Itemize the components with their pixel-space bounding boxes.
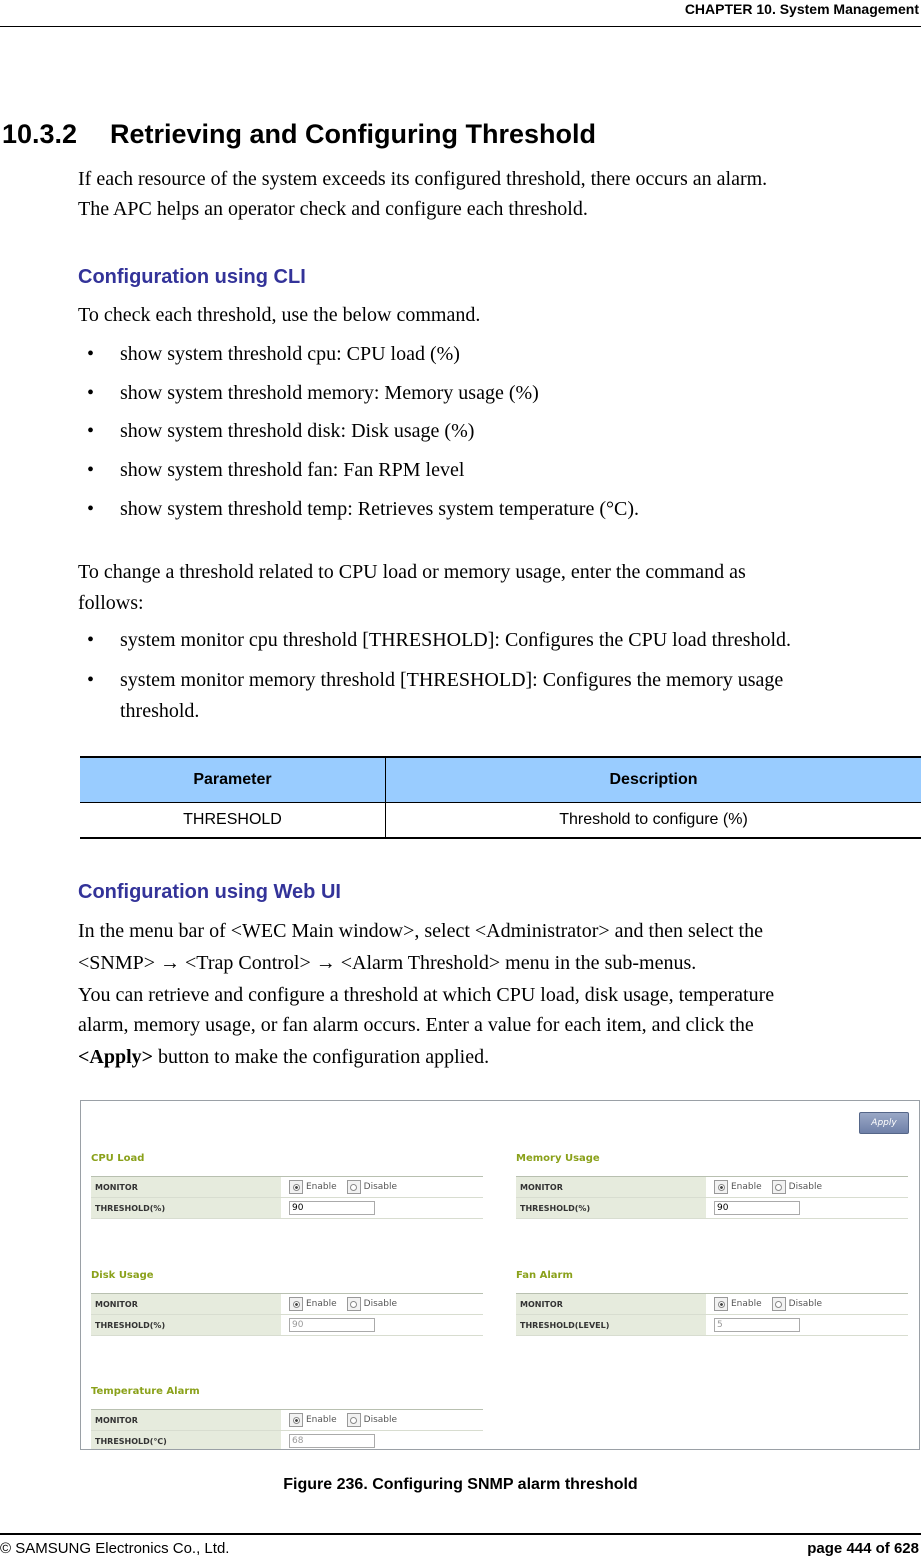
figure-caption: Figure 236. Configuring SNMP alarm threshold: [283, 1476, 638, 1493]
monitor-row: [516, 1294, 908, 1315]
group-title-cpu: CPU Load: [91, 1153, 145, 1164]
check-item-memory: show system threshold memory: Memory usage (%): [120, 382, 539, 404]
alarm-threshold-screenshot: [80, 1100, 920, 1450]
header-description: Description: [609, 771, 698, 788]
change-item-memory-cont: threshold.: [120, 700, 200, 722]
bullet: •: [87, 498, 95, 520]
threshold-label: THRESHOLD(%): [91, 1198, 281, 1218]
enable-label: Enable: [731, 1182, 762, 1192]
webui-heading: Configuration using Web UI: [78, 881, 341, 903]
group-title-disk: Disk Usage: [91, 1270, 154, 1281]
monitor-row: [91, 1410, 483, 1431]
bullet: •: [87, 629, 95, 651]
threshold-input-memory[interactable]: 90: [714, 1201, 800, 1215]
apply-ref: <Apply>: [78, 1046, 154, 1068]
check-item-fan: show system threshold fan: Fan RPM level: [120, 459, 465, 481]
enable-radio[interactable]: [714, 1180, 728, 1194]
bullet: •: [87, 382, 95, 404]
monitor-label: MONITOR: [516, 1177, 706, 1197]
chapter-header: CHAPTER 10. System Management: [684, 1, 919, 17]
cell-description: Threshold to configure (%): [559, 811, 748, 828]
cli-heading: Configuration using CLI: [78, 266, 306, 288]
check-item-disk: show system threshold disk: Disk usage (%): [120, 420, 475, 442]
monitor-label: MONITOR: [91, 1177, 281, 1197]
group-table-fan: [516, 1293, 908, 1336]
cli-check-intro: To check each threshold, use the below command.: [78, 304, 481, 326]
change-intro-2: follows:: [78, 592, 144, 614]
webui-line-2: <SNMP> → <Trap Control> → <Alarm Threshold> menu in the sub-menus.: [78, 952, 697, 974]
webui-line-5-rest: button to make the configuration applied.: [153, 1046, 490, 1068]
intro-line-2: The APC helps an operator check and configure each threshold.: [78, 198, 588, 220]
threshold-row: [516, 1198, 908, 1219]
webui-line-4: alarm, memory usage, or fan alarm occurs. Enter a value for each item, and click the: [78, 1014, 754, 1036]
monitor-row: [91, 1177, 483, 1198]
threshold-label: THRESHOLD(℃): [91, 1431, 281, 1450]
threshold-row: [91, 1198, 483, 1219]
enable-label: Enable: [306, 1182, 337, 1192]
monitor-label: MONITOR: [91, 1294, 281, 1314]
bullet: •: [87, 343, 95, 365]
section-number: 10.3.2: [2, 119, 78, 149]
footer-page-number: page 444 of 628: [807, 1540, 919, 1557]
disable-radio[interactable]: [772, 1297, 786, 1311]
disable-label: Disable: [363, 1415, 398, 1425]
footer-copyright: © SAMSUNG Electronics Co., Ltd.: [0, 1540, 230, 1557]
threshold-input-temperature[interactable]: 68: [289, 1434, 375, 1448]
threshold-label: THRESHOLD(LEVEL): [516, 1315, 706, 1335]
enable-radio[interactable]: [289, 1180, 303, 1194]
disable-radio[interactable]: [772, 1180, 786, 1194]
parameter-table: [80, 756, 921, 839]
threshold-row: [516, 1315, 908, 1336]
change-item-cpu: system monitor cpu threshold [THRESHOLD]: Configures the CPU load threshold.: [120, 629, 792, 651]
monitor-label: MONITOR: [91, 1410, 281, 1430]
group-title-memory: Memory Usage: [516, 1153, 600, 1164]
disable-radio[interactable]: [347, 1413, 361, 1427]
table-row: [80, 803, 921, 837]
check-item-cpu: show system threshold cpu: CPU load (%): [120, 343, 460, 365]
threshold-label: THRESHOLD(%): [516, 1198, 706, 1218]
cell-parameter: THRESHOLD: [80, 803, 386, 837]
threshold-label: THRESHOLD(%): [91, 1315, 281, 1335]
disable-label: Disable: [788, 1299, 823, 1309]
webui-line-1: In the menu bar of <WEC Main window>, select <Administrator> and then select the: [78, 920, 763, 942]
monitor-row: [91, 1294, 483, 1315]
threshold-input-disk[interactable]: 90: [289, 1318, 375, 1332]
monitor-row: [516, 1177, 908, 1198]
check-item-temp: show system threshold temp: Retrieves system temperature (°C).: [120, 498, 640, 520]
intro-line-1: If each resource of the system exceeds its configured threshold, there occurs an alarm.: [78, 168, 768, 190]
footer-rule: [0, 1533, 921, 1535]
enable-label: Enable: [306, 1415, 337, 1425]
disable-label: Disable: [363, 1299, 398, 1309]
threshold-input-fan[interactable]: 5: [714, 1318, 800, 1332]
monitor-label: MONITOR: [516, 1294, 706, 1314]
enable-label: Enable: [731, 1299, 762, 1309]
header-rule: [0, 26, 921, 27]
threshold-input-cpu[interactable]: 90: [289, 1201, 375, 1215]
enable-radio[interactable]: [714, 1297, 728, 1311]
webui-line-3: You can retrieve and configure a threshold at which CPU load, disk usage, temperature: [78, 984, 775, 1006]
threshold-row: [91, 1431, 483, 1450]
enable-label: Enable: [306, 1299, 337, 1309]
table-header-row: [80, 758, 921, 803]
disable-label: Disable: [363, 1182, 398, 1192]
threshold-row: [91, 1315, 483, 1336]
webui-line-5: [78, 1043, 489, 1072]
group-title-fan: Fan Alarm: [516, 1270, 573, 1281]
disable-radio[interactable]: [347, 1297, 361, 1311]
section-title-text: Retrieving and Configuring Threshold: [110, 119, 596, 149]
bullet: •: [87, 420, 95, 442]
disable-label: Disable: [788, 1182, 823, 1192]
change-item-memory: system monitor memory threshold [THRESHOLD]: Configures the memory usage: [120, 669, 784, 691]
group-table-temperature: [91, 1409, 483, 1450]
group-table-memory: [516, 1176, 908, 1219]
group-table-cpu: [91, 1176, 483, 1219]
header-parameter: Parameter: [80, 758, 386, 802]
enable-radio[interactable]: [289, 1297, 303, 1311]
apply-button[interactable]: Apply: [859, 1112, 909, 1134]
section-title: [2, 117, 596, 151]
enable-radio[interactable]: [289, 1413, 303, 1427]
change-intro-1: To change a threshold related to CPU load or memory usage, enter the command as: [78, 561, 746, 583]
group-table-disk: [91, 1293, 483, 1336]
group-title-temperature: Temperature Alarm: [91, 1386, 200, 1397]
disable-radio[interactable]: [347, 1180, 361, 1194]
bullet: •: [87, 459, 95, 481]
bullet: •: [87, 669, 95, 691]
